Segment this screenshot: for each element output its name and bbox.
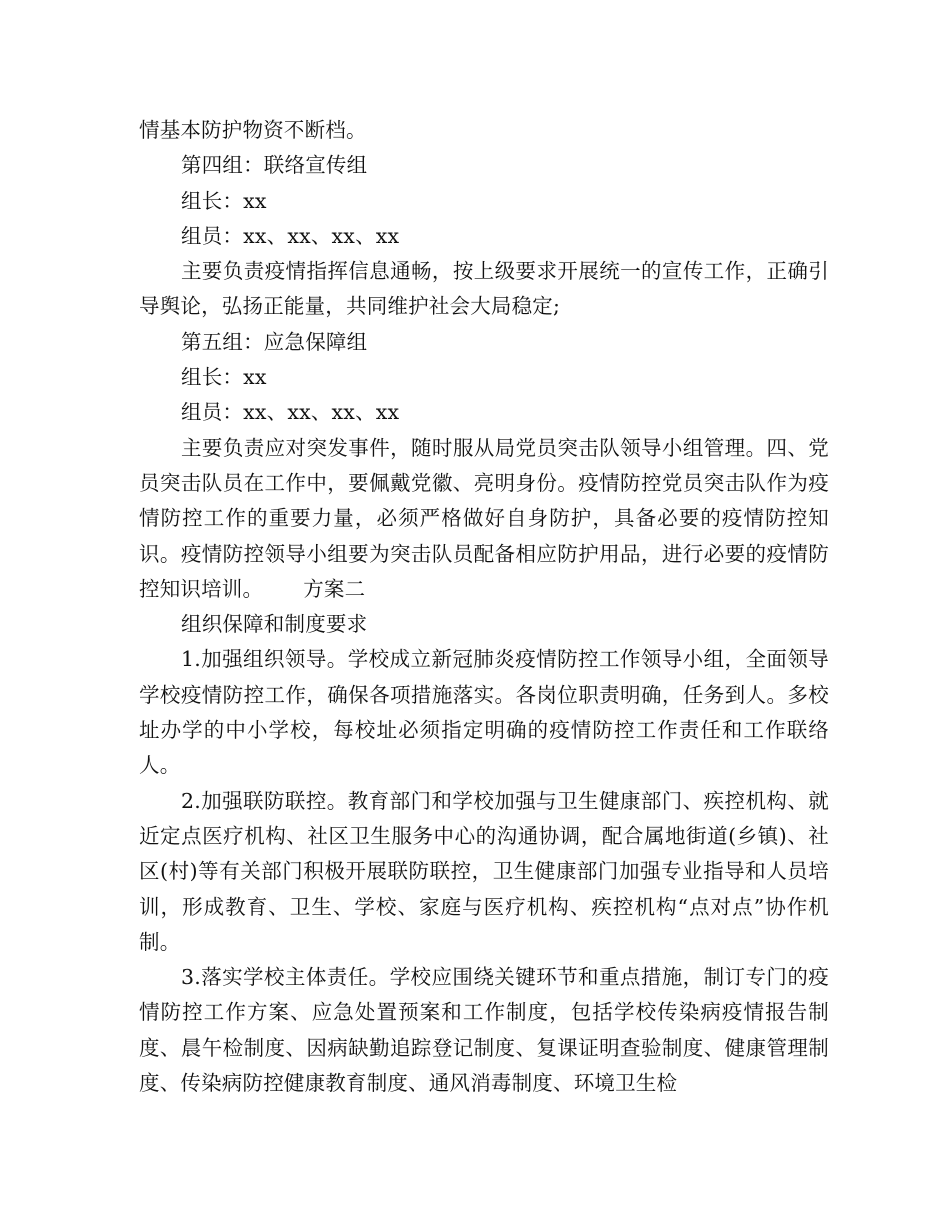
group-four-title: 第四组：联络宣传组: [181, 153, 368, 178]
item-three: 3.落实学校主体责任。学校应围绕关键环节和重点措施，制订专门的疫情防控工作方案、应急处置预案和工作制度，包括学校传染病疫情报告制度、晨午检制度、因病缺勤追踪登记制度、复课证明查验制度、健康管理制度、传染病防控健康教育制度、通风消毒制度、环境卫生检: [139, 965, 829, 1096]
paragraph-continuation: 情基本防护物资不断档。: [139, 118, 367, 142]
group-five-members: 组员：xx、xx、xx、xx: [181, 400, 400, 425]
item-two: 2.加强联防联控。教育部门和学校加强与卫生健康部门、疾控机构、就近定点医疗机构、社区卫生服务中心的沟通协调，配合属地街道(乡镇)、社区(村)等有关部门积极开展联防联控，卫生健康部门加强专业指导和人员培训，形成教育、卫生、学校、家庭与医疗机构、疾控机构“点对点”协作机制。: [139, 788, 829, 954]
group-four-members: 组员：xx、xx、xx、xx: [181, 223, 400, 248]
group-five-leader: 组长：xx: [181, 365, 267, 390]
group-four-leader: 组长：xx: [181, 188, 267, 213]
item-one: 1.加强组织领导。学校成立新冠肺炎疫情防控工作领导小组，全面领导学校疫情防控工作，确保各项措施落实。各岗位职责明确，任务到人。多校址办学的中小学校，每校址必须指定明确的疫情防控工作责任和工作联络人。: [139, 647, 829, 778]
group-five-duty-text: 主要负责应对突发事件，随时服从局党员突击队领导小组管理。四、党员突击队员在工作中，要佩戴党徽、亮明身份。疫情防控党员突击队作为疫情防控工作的重要力量，必须严格做好自身防护，具备必要的疫情防控知识。疫情防控领导小组要为突击队员配备相应防护用品，进行必要的疫情防控知识培训。: [139, 435, 829, 601]
plan-two-heading: 方案二: [303, 576, 366, 601]
section-heading: 组织保障和制度要求: [181, 612, 368, 637]
document-body: [139, 113, 829, 1101]
group-five-title: 第五组：应急保障组: [181, 329, 368, 354]
group-four-duty: 主要负责疫情指挥信息通畅，按上级要求开展统一的宣传工作，正确引导舆论，弘扬正能量，共同维护社会大局稳定;: [139, 259, 829, 319]
group-five-duty: [139, 431, 829, 607]
